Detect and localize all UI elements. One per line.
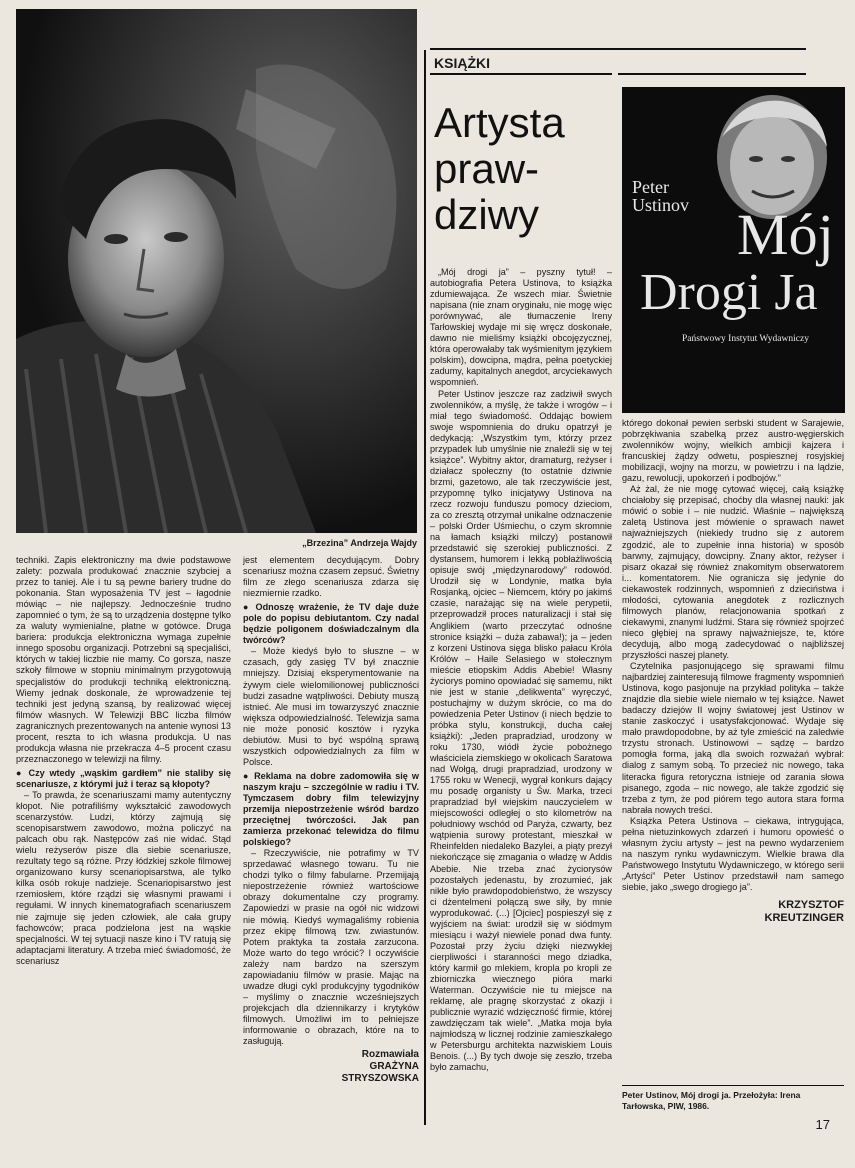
interview-paragraph: – Rzeczywiście, nie potrafimy w TV sprzedawać własnego towaru. Tu nie chodzi tylko o filmy fabularne. Przemijają niepostrzeżenie również wartościowe obrazy dokumentalne czy programy. Zapowiedzi w prasie na ogół nic widzowi nie mówią. Kiedyś wymagaliśmy robienia przez ekipę filmową tzw. zwiastunów. Potem praktyka ta została zarzucona. Może warto do tego wrócić? I oczywiście zależy nam bardzo na szerszym zapowiadaniu filmów w prasie. Mając na uwadze długi cykl produkcyjny tygodników – myślimy o znacznie wcześniejszych projekcjach dla dziennikarzy i krytyków filmowych. Umożliwi im to pełniejsze informowanie o obrazach, które na to zasługują. [243,848,419,1047]
signature-line: KREUTZINGER [764,912,844,925]
interview-paragraph: techniki. Zapis elektroniczny ma dwie podstawowe zalety: pozwala produkować znacznie szybciej a przez to taniej. Ale i tu są pewne bariery trudne do pokonania. Stan wyposażenia TV jest – łagodnie mówiąc – nie najlepszy. Jednocześnie trudno zapomnieć o tym, że są to urządzenia dostępne tylko za waluty wymienialne, płatne w gotówce. Druga bariera: produkcja elektroniczna wymaga zupełnie innego sposobu organizacji. Potrzebni są specjaliści, których w takiej liczbie nie mamy. Co gorsza, nasze szkoły filmowe w stopniu minimalnym przygotowują specjalistów do produkcji techniką elektroniczną. Wiemy jednak doskonale, że wprowadzenie tej techniki jest jedyną szansą, by realizować więcej filmów własnych. W Telewizji BBC liczba filmów zagranicznych prezentowanych na antenie wynosi 13 procent, reszta to ich własna produkcja. U nas produkcja własna nie przekracza 4–5 procent czasu przeznaczonego w telewizji na filmy. [16,555,231,764]
column-divider [424,50,426,1125]
section-rule-bottom-right [618,73,806,75]
interview-column-1 [16,555,231,967]
review-paragraph: Peter Ustinov jeszcze raz zadziwił swych zwolenników, a myślę, że także i wrogów – i miał tego świadomość. Oddając bowiem swoje wspomnienia do druku opatrzył je dedykacją: „Wszystkim tym, którzy przez przypadek lub umyślnie nie znaleźli się w tej książce”. Wybitny aktor, dramaturg, reżyser i działacz społeczny (to ostatnie dziwnie brzmi, gazetowo, ale tak rzeczywiście jest, przypomnę tylko inicjatywy Ustinova na rzecz rozwoju funduszu pomocy dzieciom, za co zresztą otrzymał unikalne odznaczenie – polski Order Uśmiechu, o czym skromnie na łamach książki milczy) postanowił przedstawić się szerokiej publiczności. Z dystansem, humorem i lekką pobłażliwością opisuje swój „międzynarodowy” rodowód. Urodził się w Londynie, matka była Rosjanką, ojciec – Niemcem, który po jakimś czasie, narażając się na wiele perypetii, przeprowadził proces naturalizacji i stał się Anglikiem (warto przeczytać odnośne stronice książki – duża zabawa!); ja – jeden z korzeni Ustinova sięga blisko pałacu Króla Królów – Haile Selasiego w stołecznym mieście etiopskim Addis Abebie! Własny życiorys pomino opowiadać się samemu, nikt nie jest w stanie „delikwenta” wyręczyć, postuchajmy w dużym skrócie, co ma do powiedzenia Peter Ustinov (i niech będzie to próbka stylu, konstrukcji, ducha całej książki): „Jeden prapradziad, urodzony w roku 1730, wiódł życie pobożnego właściciela ziemskiego w okolicach Saratowa nad Wołgą, drugi prapradziad, urodzony w 1755 roku w Wenecji, wygrał konkurs dający mu posadę organisty u Św. Marka, trzeci prapradziad był wiejskim nauczycielem w miejscowości odległej o sto kilometrów na południowy wschód od Paryża, czwarty, bez wątpienia surowy protestant, mieszkał w Rheinfelden niedaleko Bazylei, a piąty prezył niekończące się zmagania o władzę w Addis Abebie. Nie trzeba znać życiorysów pozostałych jedenastu, by zrozumieć, jak nikłe było prawdopodobieństwo, że wszyscy ci dżentelmeni połączą swe siły, by mnie wyprodukować. (...) [Ojciec] pospieszył się z wyjściem na świat: urodził się w siódmym miesiącu i ważył niewiele ponad dwa funty. Pozostał przy życiu dzięki niezwykłej cierpliwości i staranności mego dziadka, który karmił go mlekiem, kropla po kropli ze zbiorniczka wiecznego pióra marki Waterman. Oczywiście nie tu miejsce na reklamę, ale pragnę skorzystać z okazji i publicznie wyrazić wdzięczność firmie, której zawdzięczam tak wiele”. „Matka moja była najmłodszą w licznej rodzinie zamieszkałego w Petersburgu architekta nazwiskiem Louis Benois. (...) By tych dwoje się zeszło, trzeba było zamachu, [430,388,612,1073]
interview-signature [243,1049,419,1085]
review-column-1 [430,267,612,1073]
cover-title-1: Mój [737,202,834,267]
interview-question: ● Reklama na dobre zadomowiła się w naszym kraju – szczególnie w radiu i TV. Tymczasem dobry film telewizyjny przemija niepostrzeżenie wśród bardzo przeciętnej twórczości. Jak pan zamierza przekonać telewidza do filmu polskiego? [243,770,419,848]
page-number: 17 [815,1117,830,1132]
interview-paragraph: – Może kiedyś było to słuszne – w czasach, gdy zasięg TV był znacznie mniejszy. Dzisiaj eksperymentowanie na żywym ciele wielomilionowej publiczności budzi zasadne wątpliwości. Debiuty muszą istnieć. Ale musi im towarzyszyć znacznie większa odpowiedzialność. Telewizja sama nie może ponosić kosztów i ryzyka debiutów. Musi to być wspólną sprawą wszystkich odpowiedzialnych za film w Polsce. [243,646,419,767]
interview-question: ● Czy wtedy „wąskim gardłem” nie staliby się scenariusze, z którymi już i teraz są kłopoty? [16,767,231,789]
book-cover [622,87,845,413]
cover-publisher: Państwowy Instytut Wydawniczy [682,334,809,344]
signature-line: KRZYSZTOF [778,899,844,912]
cover-author-last: Ustinov [632,195,690,215]
section-label: KSIĄŻKI [434,55,490,71]
book-footnote: Peter Ustinov, Mój drogi ja. Przełożyła: Irena Tarłowska, PIW, 1986. [622,1090,801,1111]
review-paragraph: Książka Petera Ustinova – ciekawa, intrygująca, pełna nietuzinkowych zdarzeń i humoru opowieść o własnym życiu artysty – jest na pewno wydarzeniem na naszym rynku wydawniczym. Wielkie brawa dla Państwowego Instytutu Wydawniczego, w którego serii „Artyści” Peter Ustinov przedstawił nam samego siebie, jako „swego drogiego ja”. [622,815,844,892]
interview-column-2 [243,555,419,1085]
signature-line: Rozmawiała [361,1049,419,1061]
review-paragraph: Aż żal, że nie mogę cytować więcej, całą książkę chciałoby się przepisać, choćby dla własnej nauki: jak mówić o sobie i – nie nudzić. Właśnie – największą zaletą Ustinova jest mówienie o sprawach nawet najważniejszych (niekiedy trudno się z autorem zgodzić, ale to zupełnie inna historia) w sposób barwny, zajmujący, dowcipny. Znany aktor, reżyser i pisarz okazał się również znakomitym obserwatorem i... komentatorem. Nie ogranicza się jedynie do ciekawostek rodzinnych, wspomnień z dzieciństwa i młodości, cytowania anegdotek z rozlicznych filmowych planów, relacjonowania spotkań z ciekawymi, znanymi ludźmi. Stara się również spojrzeć nieco głębiej na sprawy najważniejsze, te, które decydują, albo mogą zadecydować o najbliższej przyszłości naszej planety. [622,484,844,660]
article-title [434,100,565,238]
signature-line: STRYSZOWSKA [341,1073,419,1085]
review-column-2 [622,418,844,925]
title-line: dziwy [434,191,540,238]
title-line: praw- [434,145,540,192]
review-paragraph: Czytelnika pasjonującego się sprawami filmu najbardziej zainteresują filmowe fragmenty wspomnień Ustinova, kogo pasjonuje na przykład polityka – także znajdzie dla siebie wiele niemało w tej książce. Nawet badaczy dziejów II wojny światowej jest Ustinov w stanie zaskoczyć i usatysfakcjonować. Wydaje się mało prawdopodobne, by aż tyle zmieścić na zaledwie trzystu stronach. Ustinowowi – sądzę – bardzo pomogła forma, jaką dla swoich rozważań wybrał: dialog z samym sobą. To przecież nic nowego, taka literacka figura retoryczna istnieje od zarania słowa pisanego, zgoda – nic nowego, ale także zgodzić się trzeba z tym, że pod piórem tego autora stara forma nabrała nowych treści. [622,661,844,815]
interview-paragraph: – To prawda, że scenariuszami mamy autentyczny kłopot. Nie potrafiliśmy wykształcić zawodowych scenarzystów. Ludzi, którzy zajmują się scenopisarstwem zawodowo, można policzyć na palcach obu rąk. Następców zaś nie widać. Stąd wielu reżyserów pisze dla siebie scenariusze, rezultaty tego są różne. Przy łódzkiej szkole filmowej organizowano kursy scenariopisarstwa, ale tylko kilka osób rokuje nadzieje. Scenariopisarstwo jest rzemiosłem, które rządzi się własnymi prawami i regułami. W innych kinematografiach scenariuszem nie zajmuje się jeden człowiek, ale cała grupy fachowców; praca podzielona jest na wąskie specjalności. W tej sytuacji nasze kino i TV ratują się adaptacjami literatury. A trzeba mieć świadomość, że scenariusz [16,789,231,966]
review-paragraph: którego dokonał pewien serbski student w Sarajewie, pobrzękiwania szabelką przez austro-węgierskich zwolenników wojny, wielkich ambicji kajzera i francuskiej żądzy odwetu, pospiesznej rosyjskiej mobilizacji, wojny na morzu, w powietrzu i na lądzie, gazu, rewolucji, upokorzeń i podbojów.” [622,418,844,484]
film-still-illustration [16,9,417,533]
cover-title-2: Drogi Ja [640,264,818,321]
title-line: Artysta [434,99,565,146]
footnote-rule [622,1085,844,1086]
review-signature [622,899,844,925]
section-rule-top [430,48,806,50]
section-rule-bottom [430,73,612,75]
signature-line: GRAŻYNA [369,1061,419,1073]
photo-caption: „Brzezina” Andrzeja Wajdy [302,538,417,548]
interview-paragraph: jest elementem decydującym. Dobry scenariusz można czasem zepsuć. Świetny film ze złego scenariusza zdarza się niezmiernie rzadko. [243,555,419,599]
review-paragraph: „Mój drogi ja” – pyszny tytuł! – autobiografia Petera Ustinova, to książka zdumiewająca. Ze wszech miar. Świetnie napisana (nie znam oryginału, nie mogę więc porównywać, ale tłumaczenie Ireny Tarłowskiej wydaje mi się wręcz doskonałe, dawno nie mieliśmy książki obcojęzycznej, która operowałaby tak wyśmienitym językiem polskim), dowcipna, mądra, pełna poetyckiej zadumy, kapitalnych anegdot, arcyciekawych wspomnień. [430,267,612,388]
cover-author-first: Peter [632,177,669,197]
interview-question: ● Odnoszę wrażenie, że TV daje duże pole do popisu debiutantom. Czy nadal będzie poligonem doświadczalnym dla twórców? [243,602,419,646]
film-still-photo [16,9,417,533]
